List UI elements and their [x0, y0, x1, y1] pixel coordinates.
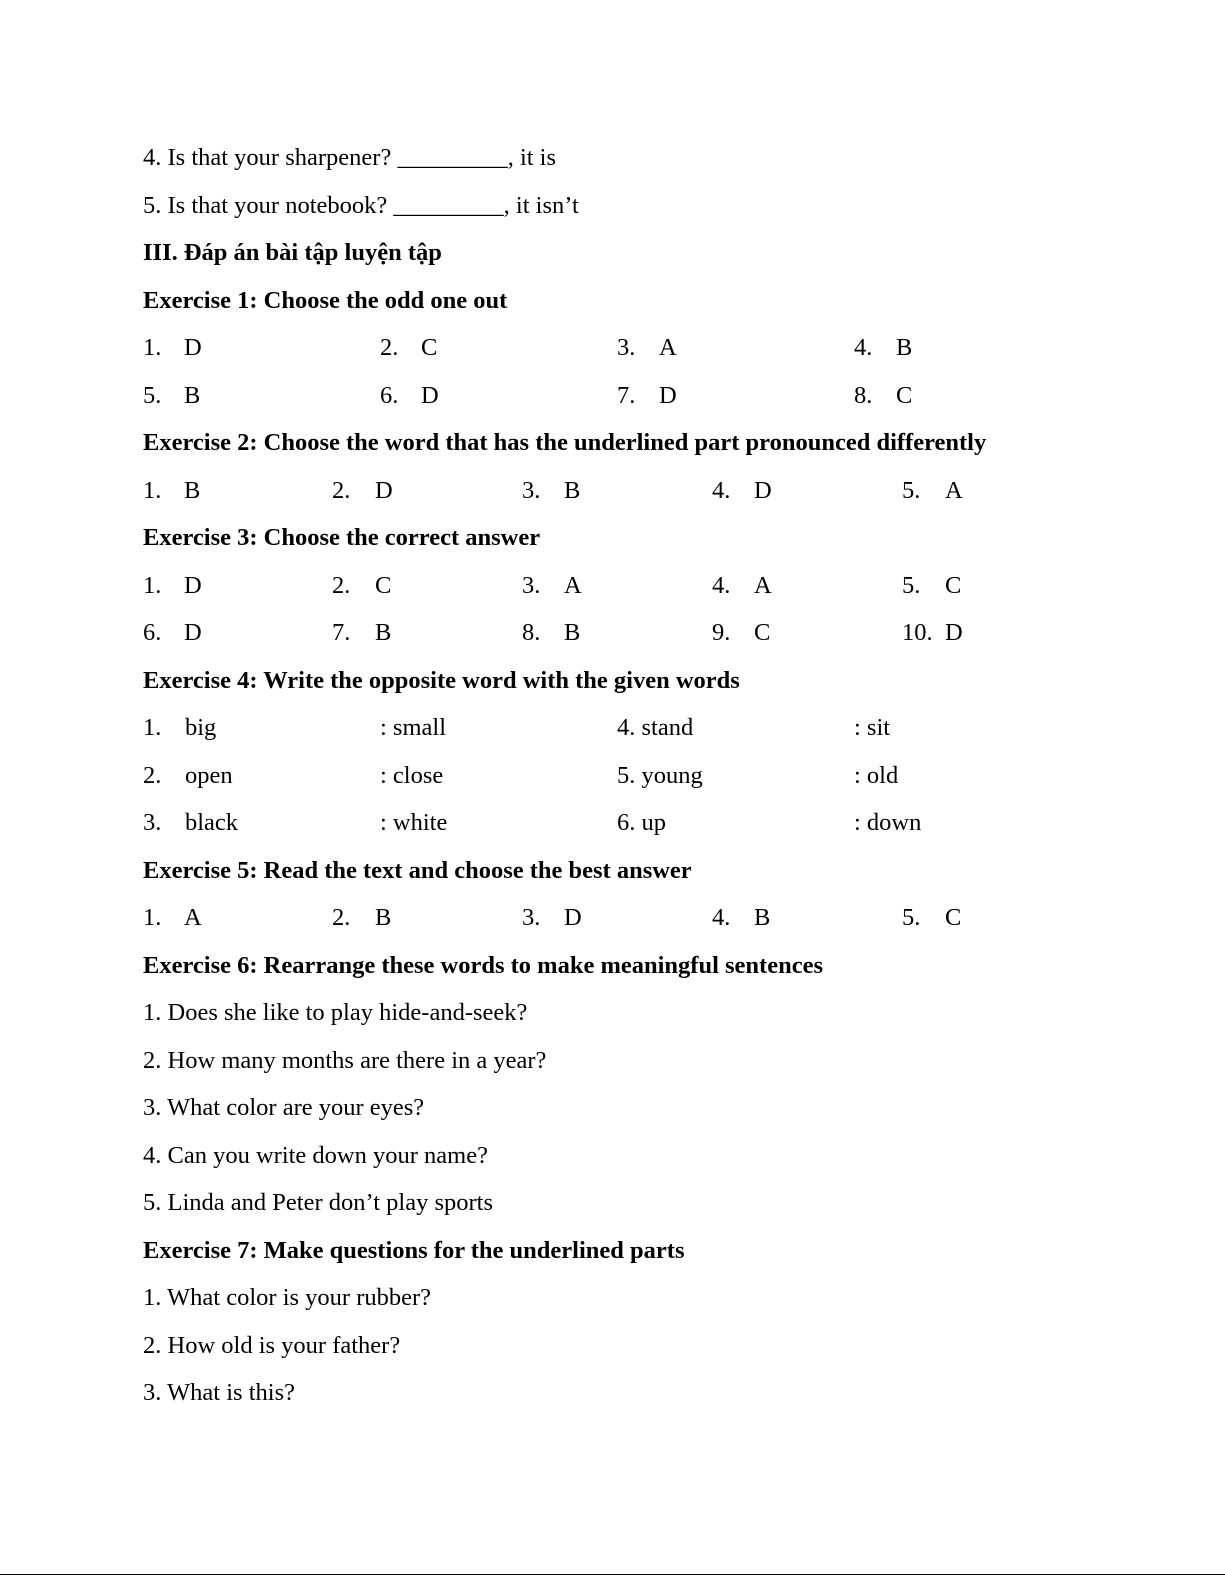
opposite-word: : white	[380, 809, 448, 836]
answer-letter: A	[659, 334, 677, 361]
question-4: 4. Is that your sharpener? _________, it is	[143, 144, 557, 171]
answer-letter: D	[564, 904, 582, 931]
answer-letter: B	[564, 477, 581, 504]
question-5: 5. Is that your notebook? _________, it isn’t	[143, 192, 579, 219]
answer-letter: B	[375, 904, 392, 931]
answer-letter: D	[945, 619, 963, 646]
answer-number: 3.	[522, 904, 541, 931]
answer-number: 3.	[522, 572, 541, 599]
answer-letter: D	[375, 477, 393, 504]
answer-letter: C	[375, 572, 392, 599]
answer-number: 4.	[712, 477, 731, 504]
answer-number: 5.	[902, 904, 921, 931]
page-bottom-divider	[0, 1574, 1225, 1575]
answer-letter: C	[945, 904, 962, 931]
exercise-7-item: 1. What color is your rubber?	[143, 1284, 432, 1311]
answer-number: 4.	[712, 572, 731, 599]
exercise-6-item: 5. Linda and Peter don’t play sports	[143, 1189, 493, 1216]
answer-letter: C	[896, 382, 913, 409]
answer-letter: A	[564, 572, 582, 599]
exercise-1-title: Exercise 1: Choose the odd one out	[143, 287, 508, 314]
answer-number: 4.	[712, 904, 731, 931]
answer-letter: C	[754, 619, 771, 646]
answer-number: 2.	[380, 334, 399, 361]
exercise-2-title: Exercise 2: Choose the word that has the underlined part pronounced differently	[143, 429, 987, 456]
given-word: open	[185, 762, 233, 789]
given-word: black	[185, 809, 239, 836]
answer-letter: D	[184, 572, 202, 599]
answer-letter: B	[564, 619, 581, 646]
answer-number: 6.	[380, 382, 399, 409]
opposite-word: : small	[380, 714, 447, 741]
exercise-6-item: 4. Can you write down your name?	[143, 1142, 488, 1169]
exercise-4-title: Exercise 4: Write the opposite word with the given words	[143, 667, 740, 694]
answer-number: 2.	[143, 762, 162, 789]
answer-number: 6.	[143, 619, 162, 646]
answer-number: 3.	[522, 477, 541, 504]
exercise-3-title: Exercise 3: Choose the correct answer	[143, 524, 541, 551]
answer-number: 7.	[332, 619, 351, 646]
answer-letter: A	[945, 477, 963, 504]
answer-number: 10.	[902, 619, 933, 646]
answer-letter: D	[421, 382, 439, 409]
given-word: 4. stand	[617, 714, 694, 741]
answer-number: 1.	[143, 477, 162, 504]
answer-number: 3.	[143, 809, 162, 836]
exercise-6-item: 2. How many months are there in a year?	[143, 1047, 547, 1074]
answer-letter: D	[659, 382, 677, 409]
exercise-7-item: 2. How old is your father?	[143, 1332, 401, 1359]
answer-number: 8.	[854, 382, 873, 409]
answer-number: 5.	[143, 382, 162, 409]
answer-letter: B	[754, 904, 771, 931]
section-title: III. Đáp án bài tập luyện tập	[143, 239, 442, 266]
answer-number: 7.	[617, 382, 636, 409]
answer-number: 1.	[143, 334, 162, 361]
exercise-5-title: Exercise 5: Read the text and choose the best answer	[143, 857, 692, 884]
exercise-6-item: 3. What color are your eyes?	[143, 1094, 425, 1121]
answer-number: 8.	[522, 619, 541, 646]
answer-letter: B	[184, 477, 201, 504]
answer-number: 9.	[712, 619, 731, 646]
given-word: 6. up	[617, 809, 666, 836]
opposite-word: : down	[854, 809, 922, 836]
answer-letter: A	[754, 572, 772, 599]
answer-letter: D	[184, 619, 202, 646]
answer-number: 2.	[332, 572, 351, 599]
exercise-7-item: 3. What is this?	[143, 1379, 295, 1406]
answer-letter: B	[375, 619, 392, 646]
answer-number: 2.	[332, 477, 351, 504]
answer-number: 3.	[617, 334, 636, 361]
answer-letter: A	[184, 904, 202, 931]
given-word: big	[185, 714, 217, 741]
answer-number: 1.	[143, 572, 162, 599]
answer-number: 4.	[854, 334, 873, 361]
exercise-7-title: Exercise 7: Make questions for the underlined parts	[143, 1237, 685, 1264]
answer-number: 1.	[143, 714, 162, 741]
answer-letter: B	[896, 334, 913, 361]
answer-number: 5.	[902, 477, 921, 504]
answer-number: 1.	[143, 904, 162, 931]
answer-letter: C	[945, 572, 962, 599]
answer-letter: D	[754, 477, 772, 504]
opposite-word: : sit	[854, 714, 891, 741]
exercise-6-title: Exercise 6: Rearrange these words to make meaningful sentences	[143, 952, 823, 979]
opposite-word: : close	[380, 762, 444, 789]
given-word: 5. young	[617, 762, 703, 789]
answer-letter: C	[421, 334, 438, 361]
opposite-word: : old	[854, 762, 899, 789]
answer-letter: B	[184, 382, 201, 409]
answer-number: 2.	[332, 904, 351, 931]
answer-letter: D	[184, 334, 202, 361]
answer-number: 5.	[902, 572, 921, 599]
exercise-6-item: 1. Does she like to play hide-and-seek?	[143, 999, 528, 1026]
